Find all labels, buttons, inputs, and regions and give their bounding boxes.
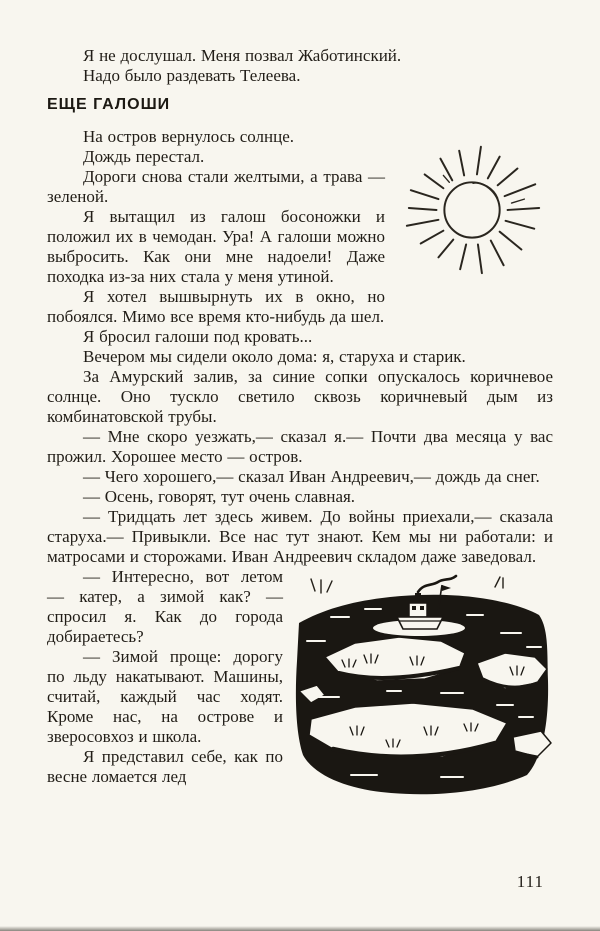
intro-paragraph-2: Надо было раздевать Телеева.: [83, 66, 301, 85]
story-paragraph: — Интересно, вот летом — катер, а зимой как? — спросил я. Как до города добираетесь?: [47, 567, 283, 646]
story-body: [47, 127, 553, 787]
story-paragraph: Я представил себе, как по весне ломается лед: [47, 747, 283, 786]
scan-edge-artifact: [0, 926, 600, 931]
story-paragraph: Я вытащил из галош босоножки и положил их в чемодан. Ура! А галоши можно выбросить. Как они мне надоели! Даже походка из-за них стала у меня утиной.: [47, 207, 385, 286]
ice-floes-illustration: [291, 571, 553, 796]
ice-floes-tugboat-icon: [291, 571, 553, 796]
story-paragraph: Дороги снова стали желтыми, а трава — зеленой.: [47, 167, 385, 206]
story-paragraph: — Мне скоро уезжать,— сказал я.— Почти два месяца у вас прожил. Хорошее место — остров.: [47, 427, 553, 466]
story-paragraph: Вечером мы сидели около дома: я, старуха и старик.: [83, 347, 466, 366]
story-paragraph: За Амурский залив, за синие сопки опускалось коричневое солнце. Оно тускло светило сквозь коричневый дым из комбинатовской трубы.: [47, 367, 553, 426]
story-paragraph: — Чего хорошего,— сказал Иван Андреевич,— дождь да снег.: [83, 467, 540, 486]
story-paragraph: Дождь перестал.: [83, 147, 205, 166]
page-number: 111: [516, 872, 544, 891]
story-paragraph: Я хотел вышвырнуть их в окно, но побоялся. Мимо все время кто-нибудь да шел.: [47, 287, 385, 326]
story-paragraph: На остров вернулось солнце.: [83, 127, 295, 146]
chapter-heading: ЕЩЕ ГАЛОШИ: [47, 96, 171, 113]
story-paragraph: — Тридцать лет здесь живем. До войны приехали,— сказала старуха.— Привыкли. Все нас тут знают. Кем мы ни работали: и матросами и сторожами. Иван Андреевич складом даже заведовал.: [47, 507, 553, 566]
intro-paragraph-1: Я не дослушал. Меня позвал Жаботинский.: [83, 46, 402, 65]
story-paragraph: — Осень, говорят, тут очень славная.: [83, 487, 356, 506]
story-paragraph: Я бросил галоши под кровать...: [83, 327, 313, 346]
story-paragraph: — Зимой проще: дорогу по льду накатывают. Машины, считай, каждый час ходят. Кроме нас, на острове и зверосовхоз и школа.: [47, 647, 283, 746]
sun-icon: [395, 129, 553, 285]
sun-illustration: [395, 129, 553, 285]
